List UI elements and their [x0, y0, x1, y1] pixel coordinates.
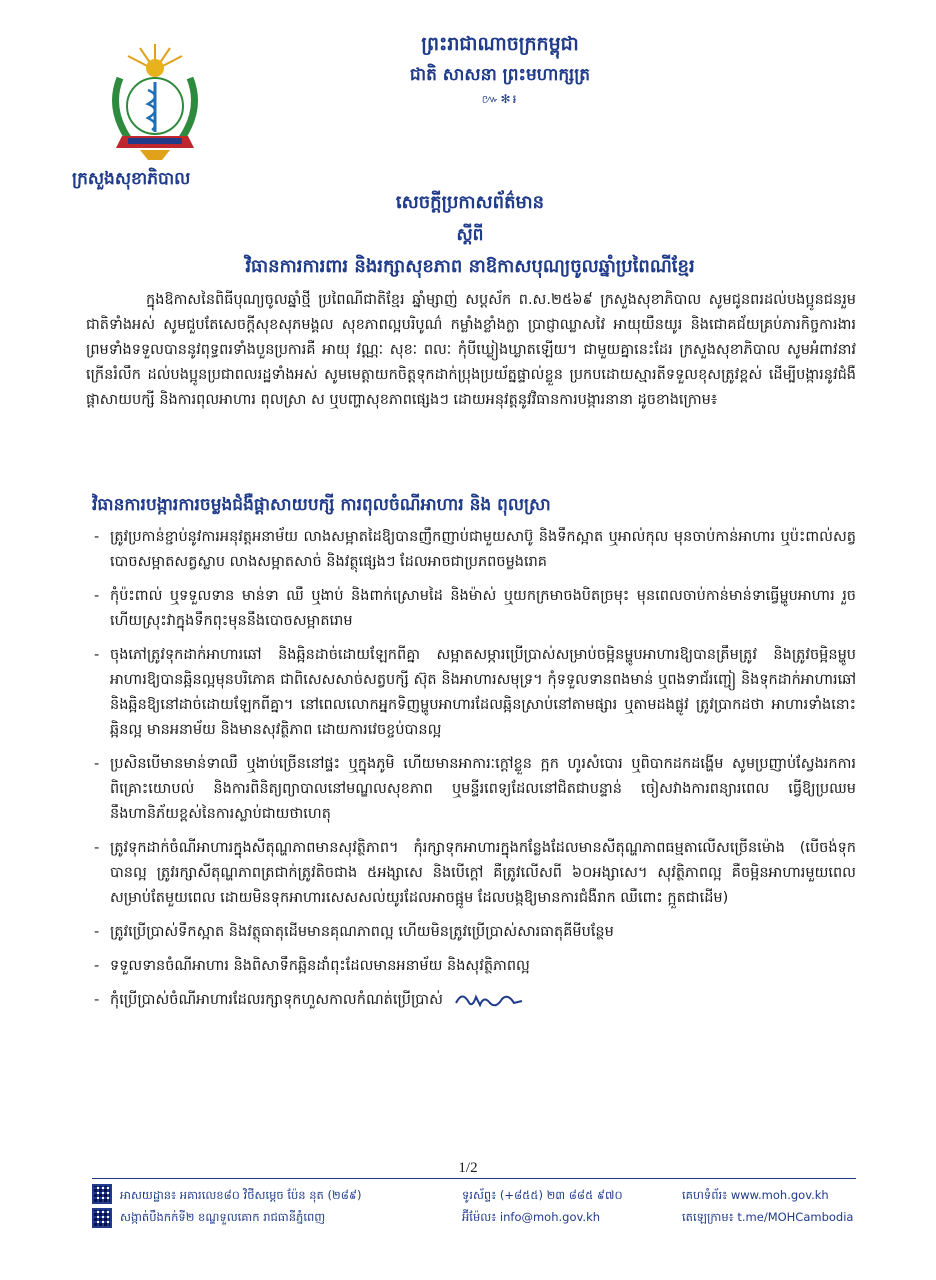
ministry-logo	[60, 38, 260, 198]
ornament-divider: ៚✻៛	[481, 92, 519, 106]
footer-divider	[92, 1178, 856, 1179]
kingdom-name: ព្រះរាជាណាចក្រកម្ពុជា	[421, 33, 579, 55]
list-item: - ចុងភៅត្រូវទុកដាក់អាហារឆៅ និងឆ្អិនដាច់ដោយឡែកពីគ្នា សម្អាតសម្ភារប្រើប្រាស់សម្រាប់ចម្អិនម្ហូបអាហារឱ្យបានត្រឹមត្រូវ និងត្រូវចម្អិនម្ហូបអាហារឱ្យបានឆ្អិនល្អមុនបរិភោគ ជាពិសេសសាច់សត្វបក្សី ស៊ុត និងអាហារសមុទ្រ។ កុំទទួលទានពងមាន់ ឬពងទាជ័រញ្ជៀ និងទុកដាក់អាហារឆៅ និងឆ្អិនឱ្យនៅដាច់ដោយឡែកពីគ្នា។ នៅពេលលោកអ្នកទិញម្ហូបអាហារដែលឆ្អិនស្រាប់នៅតាមផ្សារ ឬតាមដងផ្លូវ ត្រូវប្រាកដថា អាហារទាំងនោះឆ្អិនល្អ មានអនាម័យ និងមានសុវត្ថិភាព ដោយការវេចខ្ចប់បានល្អ	[92, 643, 856, 743]
list-item: - ត្រូវប្រកាន់ខ្ជាប់នូវការអនុវត្តអនាម័យ លាងសម្អាតដៃឱ្យបានញឹកញាប់ជាមួយសាប៊ូ និងទឹកស្អាត ឬអាល់កុល មុនចាប់កាន់អាហារ ឬប៉ះពាល់សត្វ បោចសម្អាតសត្វស្លាប លាងសម្អាតសាច់ និងវត្ថុផ្សេងៗ ដែលអាចជាប្រភពចម្លងរោគ	[92, 525, 856, 575]
document-title: សេចក្តីប្រកាសព័ត៌មាន	[395, 192, 545, 213]
footer-telegram[interactable]: តេឡេក្រាម៖ t.me/MOHCambodia	[682, 1210, 854, 1224]
list-item: - ត្រូវប្រើប្រាស់ទឹកស្អាត និងវត្ថុធាតុដើមមានគុណភាពល្អ ហើយមិនត្រូវប្រើប្រាស់សារធាតុគីមីបន្ថែម	[92, 920, 856, 945]
list-item: - កុំប្រើប្រាស់ចំណីអាហារដែលរក្សាទុកហួសកាលកំណត់ប្រើប្រាស់	[92, 988, 856, 1013]
footer-address-line2: សង្កាត់បឹងកក់ទី២ ខណ្ឌទួលគោក រាជធានីភ្នំពេញ	[120, 1210, 326, 1224]
qr-code-icon	[92, 1184, 112, 1204]
intro-paragraph: ក្នុងឱកាសនៃពិធីបុណ្យចូលឆ្នាំថ្មី ប្រពៃណីជាតិខ្មែរ ឆ្នាំម្សាញ់ សប្តស័ក ព.ស.២៥៦៩ ក្រសួងសុខាភិបាល សូមជូនពរដល់បងប្អូនជនរួមជាតិទាំងអស់ សូមជួបតែសេចក្តីសុខសុភមង្គល សុខភាពល្អបរិបូណ៌ កម្លាំងខ្លាំងក្លា ប្រាជ្ញាឈ្លាសវៃ អាយុយឺនយូរ និងជោគជ័យគ្រប់ភារកិច្ចការងារ ព្រមទាំងទទួលបាននូវពុទ្ធពរទាំងបួនប្រការគឺ អាយុ វណ្ណៈ សុខៈ ពលៈ កុំបីឃ្លៀងឃ្លាតឡើយ។ ជាមួយគ្នានេះដែរ ក្រសួងសុខាភិបាល សូមអំពាវនាវក្រើនរំលឹក ដល់បងប្អូនប្រជាពលរដ្ឋទាំងអស់ សូមមេត្តាយកចិត្តទុកដាក់ប្រុងប្រយ័ត្នផ្ទាល់ខ្លួន ប្រកបដោយស្មារតីទទួលខុសត្រូវខ្ពស់ ដើម្បីបង្ការនូវជំងឺផ្តាសាយបក្សី និងការពុលអាហារ ពុលស្រា ស ឬបញ្ហាសុខភាពផ្សេងៗ ដោយអនុវត្តនូវវិធានការបង្ការនានា ដូចខាងក្រោម៖	[86, 292, 856, 408]
section-heading: វិធានការបង្ការការចម្លងជំងឺផ្តាសាយបក្សី ការពុលចំណីអាហារ និង ពុលស្រា	[92, 495, 551, 515]
page-number: 1/2	[458, 1160, 478, 1176]
ministry-name: ក្រសួងសុខាភិបាល	[72, 169, 191, 189]
document-titles	[120, 186, 820, 284]
ministry-emblem-icon	[100, 38, 210, 163]
national-motto: ជាតិ សាសនា ព្រះមហាក្សត្រ	[409, 65, 591, 85]
signature-icon	[454, 989, 524, 1011]
kingdom-header	[300, 28, 700, 108]
measures-list	[92, 525, 856, 1022]
footer	[92, 1184, 862, 1232]
list-item: - កុំប៉ះពាល់ ឬទទួលទាន មាន់ទា ឈឺ ឬងាប់ និងពាក់ស្រោមដៃ និងម៉ាស់ ឬយកក្រមាចងបិតច្រមុះ មុនពេលចាប់កាន់មាន់ទាធ្វើម្ហូបអាហារ រួចហើយស្រុះវាក្នុងទឹកពុះមុននឹងបោចសម្អាតរោម	[92, 584, 856, 634]
list-item: - ទទួលទានចំណីអាហារ និងពិសាទឹកឆ្អិនដាំពុះដែលមានអនាម័យ និងសុវត្ថិភាពល្អ	[92, 954, 856, 979]
list-item: - ប្រសិនបើមានមាន់ទាឈឺ ឬងាប់ច្រើននៅផ្ទះ ឬក្នុងភូមិ ហើយមានអាការៈក្តៅខ្លួន ក្អក ហូរសំបោរ ឬពិបាកដកដង្ហើម សូមប្រញាប់ស្វែងរកការពិគ្រោះយោបល់ និងការពិនិត្យព្យាបាលនៅមណ្ឌលសុខភាព ឬមន្ទីរពេទ្យដែលនៅជិតជាបន្ទាន់ ចៀសវាងការពន្យារពេល ធ្វើឱ្យប្រឈមនឹងហានិភ័យខ្ពស់នៃការស្លាប់ជាយថាហេតុ	[92, 752, 856, 827]
document-subject: វិធានការការពារ និងរក្សាសុខភាព នាឱកាសបុណ្យចូលឆ្នាំប្រពៃណីខ្មែរ	[245, 256, 695, 277]
footer-email[interactable]: អ៊ីម៉ែល៖ info@moh.gov.kh	[462, 1210, 601, 1224]
qr-code-icon	[92, 1208, 112, 1228]
list-item: - ត្រូវទុកដាក់ចំណីអាហារក្នុងសីតុណ្ហភាពមានសុវត្ថិភាព។ កុំរក្សាទុកអាហារក្នុងកន្លែងដែលមានសីតុណ្ហភាពធម្មតាលើសច្រើនម៉ោង (បើចង់ទុកបានល្អ ត្រូវរក្សាសីតុណ្ហភាពត្រជាក់ត្រូវតិចជាង ៥អង្សាសេ និងបើក្តៅ គឺត្រូវលើសពី ៦០អង្សាសេ។ សុវត្ថិភាពល្អ គឺចម្អិនអាហារមួយពេលសម្រាប់តែមួយពេល ដោយមិនទុកអាហារសេសសល់យូរដែលអាចផ្អូម ដែលបង្កឱ្យមានការជំងឺរាក ឈឺពោះ ក្អួតជាដើម)	[92, 836, 856, 911]
footer-website[interactable]: គេហទំព័រ៖ www.moh.gov.kh	[682, 1188, 829, 1202]
document-about: ស្តីពី	[456, 225, 484, 245]
footer-phone: ទូរស័ព្ទ៖ (+៨៥៥) ២៣ ៨៨៥ ៩៧០	[462, 1188, 623, 1202]
footer-address-line1: អាសយដ្ឋាន៖ អគារលេខ៨០ វិថីសម្តេច ប៉ែន នុត (២៨៩)	[120, 1188, 362, 1202]
